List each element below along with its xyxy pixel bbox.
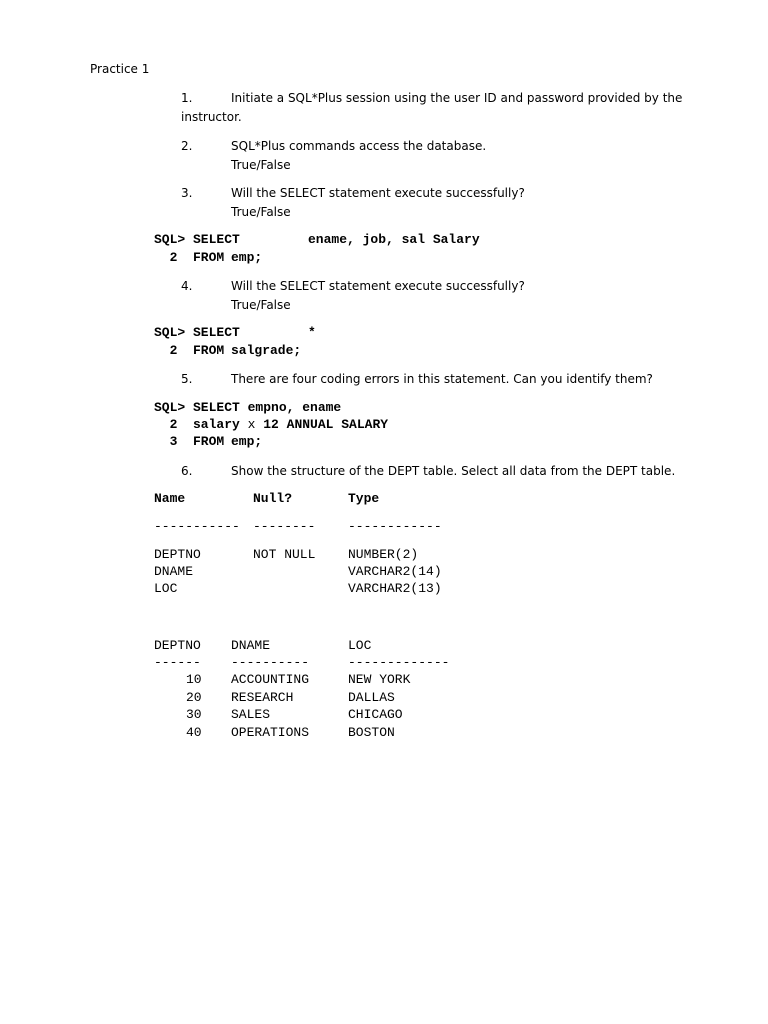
code2-line2-prompt: 2 FROM <box>154 343 225 358</box>
q3-text: Will the SELECT statement execute successfully? <box>231 186 525 200</box>
dept-dashes-deptno: ------ <box>154 655 201 670</box>
q3-answer: True/False <box>231 205 291 219</box>
code3-line3-table: emp; <box>231 434 263 449</box>
dept-row-dname: ACCOUNTING <box>231 672 310 687</box>
dept-row-loc: CHICAGO <box>348 707 403 722</box>
q5-text: There are four coding errors in this statement. Can you identify them? <box>231 372 653 386</box>
describe-dashes-name: ----------- <box>154 519 240 534</box>
q1-text-line2: instructor. <box>181 110 242 124</box>
code3-line2-prefix: 2 salary <box>154 417 248 432</box>
q2-answer: True/False <box>231 158 291 172</box>
describe-header-name: Name <box>154 491 186 506</box>
code1-line2-prompt: 2 FROM <box>154 250 225 265</box>
describe-row-type: VARCHAR2(13) <box>348 581 442 596</box>
dept-header-loc: LOC <box>348 638 372 653</box>
code3-line2-rest: 12 ANNUAL SALARY <box>255 417 389 432</box>
q5-number: 5. <box>181 372 193 386</box>
code1-line1-columns: ename, job, sal Salary <box>308 232 480 247</box>
code2-line2-table: salgrade; <box>231 343 302 358</box>
code3-line2 <box>154 417 388 432</box>
q2-text: SQL*Plus commands access the database. <box>231 139 487 153</box>
dept-header-dname: DNAME <box>231 638 271 653</box>
describe-header-null: Null? <box>253 491 293 506</box>
dept-dashes-dname: ---------- <box>231 655 310 670</box>
q4-number: 4. <box>181 279 193 293</box>
describe-dashes-type: ------------ <box>348 519 442 534</box>
describe-row-type: NUMBER(2) <box>348 547 419 562</box>
dept-row-dname: SALES <box>231 707 271 722</box>
dept-header-deptno: DEPTNO <box>154 638 201 653</box>
describe-row-null: NOT NULL <box>253 547 316 562</box>
describe-row-type: VARCHAR2(14) <box>348 564 442 579</box>
q4-answer: True/False <box>231 298 291 312</box>
dept-row-deptno: 40 <box>186 725 202 740</box>
code3-line2-x: x <box>247 417 256 432</box>
describe-row-name: DNAME <box>154 564 194 579</box>
code1-line2-table: emp; <box>231 250 263 265</box>
q4-text: Will the SELECT statement execute successfully? <box>231 279 525 293</box>
describe-row-name: LOC <box>154 581 178 596</box>
dept-row-deptno: 10 <box>186 672 202 687</box>
describe-dashes-null: -------- <box>253 519 316 534</box>
code2-line1-columns: * <box>308 325 316 340</box>
describe-header-type: Type <box>348 491 380 506</box>
dept-row-loc: NEW YORK <box>348 672 411 687</box>
dept-row-loc: BOSTON <box>348 725 395 740</box>
code3-line1: SQL> SELECT empno, ename <box>154 400 342 415</box>
dept-row-deptno: 30 <box>186 707 202 722</box>
dept-row-deptno: 20 <box>186 690 202 705</box>
code2-line1-prompt: SQL> SELECT <box>154 325 240 340</box>
code1-line1-prompt: SQL> SELECT <box>154 232 240 247</box>
q3-number: 3. <box>181 186 193 200</box>
practice-title: Practice 1 <box>90 62 150 76</box>
dept-row-dname: RESEARCH <box>231 690 294 705</box>
q2-number: 2. <box>181 139 193 153</box>
dept-row-loc: DALLAS <box>348 690 395 705</box>
q6-number: 6. <box>181 464 193 478</box>
dept-row-dname: OPERATIONS <box>231 725 310 740</box>
q1-text-line1: Initiate a SQL*Plus session using the user ID and password provided by the <box>231 91 683 105</box>
q6-text: Show the structure of the DEPT table. Select all data from the DEPT table. <box>231 464 676 478</box>
dept-dashes-loc: ------------- <box>348 655 450 670</box>
code3-line3-prompt: 3 FROM <box>154 434 225 449</box>
q1-number: 1. <box>181 91 193 105</box>
describe-row-name: DEPTNO <box>154 547 201 562</box>
